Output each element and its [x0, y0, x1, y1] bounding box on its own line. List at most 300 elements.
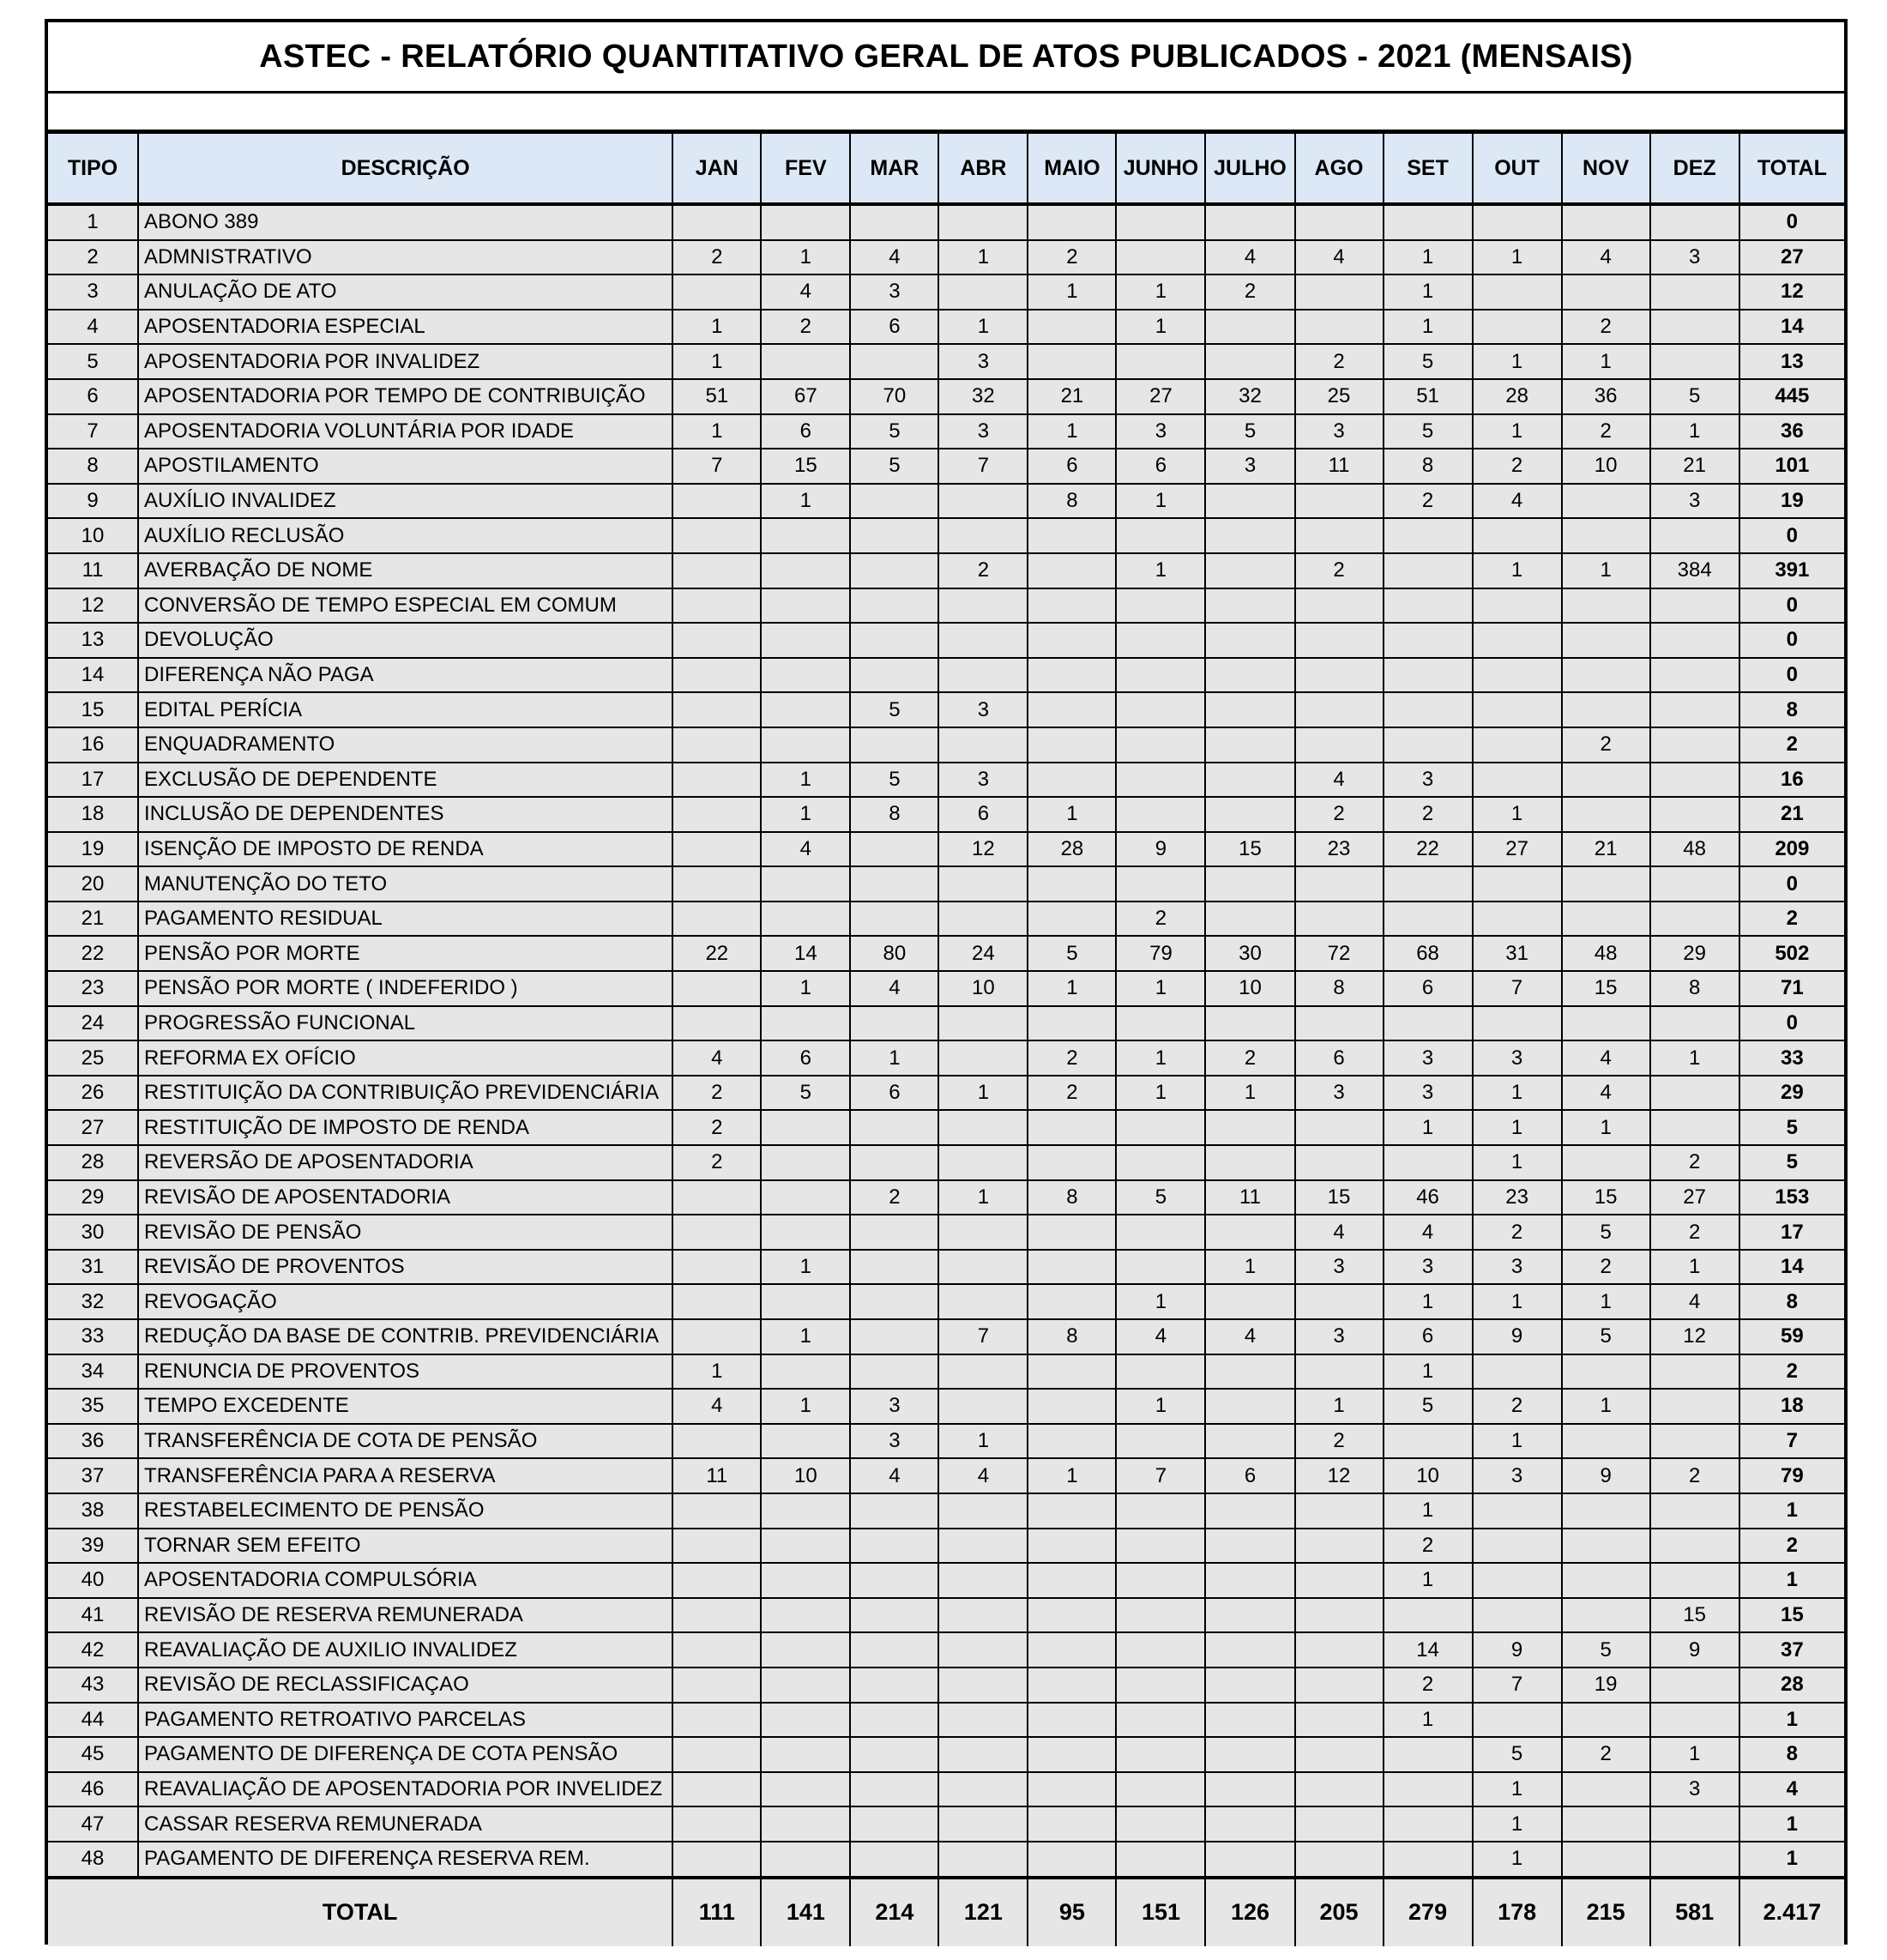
month-value-cell: [850, 902, 938, 937]
month-value-cell: 27: [1473, 832, 1562, 867]
month-value-cell: [1473, 310, 1562, 345]
row-total-cell: 1: [1739, 1806, 1844, 1842]
table-row: [48, 1076, 1844, 1111]
month-value-cell: [1116, 1772, 1205, 1807]
month-value-cell: [761, 1145, 850, 1180]
month-value-cell: [1116, 727, 1205, 763]
table-row: [48, 310, 1844, 345]
month-value-cell: [1473, 1354, 1562, 1390]
month-value-cell: 32: [938, 379, 1028, 414]
month-value-cell: [1295, 1668, 1384, 1703]
tipo-cell: 17: [48, 763, 138, 798]
month-value-cell: [938, 1563, 1028, 1598]
month-value-cell: 1: [1028, 274, 1116, 310]
tipo-cell: 3: [48, 274, 138, 310]
month-value-cell: [1205, 1737, 1294, 1772]
table-row: [48, 1424, 1844, 1459]
month-value-cell: [850, 1319, 938, 1354]
month-value-cell: [1650, 1842, 1739, 1878]
description-cell: PAGAMENTO DE DIFERENÇA DE COTA PENSÃO: [138, 1737, 672, 1772]
table-row: [48, 344, 1844, 379]
month-value-cell: [1028, 1668, 1116, 1703]
tipo-cell: 29: [48, 1180, 138, 1215]
month-value-cell: 4: [850, 1458, 938, 1493]
month-value-cell: [1116, 1215, 1205, 1250]
month-total-cell: 581: [1650, 1878, 1739, 1946]
month-value-cell: 3: [1650, 1772, 1739, 1807]
month-value-cell: [1295, 1772, 1384, 1807]
month-value-cell: 2: [1650, 1215, 1739, 1250]
month-value-cell: 1: [1384, 240, 1473, 275]
month-value-cell: [1116, 1110, 1205, 1145]
month-value-cell: [1028, 1110, 1116, 1145]
table-row: [48, 1145, 1844, 1180]
description-cell: AUXÍLIO INVALIDEZ: [138, 484, 672, 519]
table-row: [48, 1319, 1844, 1354]
month-value-cell: [850, 1703, 938, 1738]
month-value-cell: 4: [1205, 240, 1294, 275]
month-value-cell: 32: [1205, 379, 1294, 414]
month-value-cell: 4: [1295, 763, 1384, 798]
tipo-cell: 14: [48, 658, 138, 693]
tipo-cell: 26: [48, 1076, 138, 1111]
month-total-cell: 141: [761, 1878, 850, 1946]
month-value-cell: [1650, 727, 1739, 763]
month-value-cell: 15: [1295, 1180, 1384, 1215]
month-value-cell: [1205, 1145, 1294, 1180]
month-value-cell: [1116, 797, 1205, 832]
month-value-cell: [1384, 1145, 1473, 1180]
month-value-cell: 3: [1295, 1250, 1384, 1285]
month-value-cell: 36: [1562, 379, 1650, 414]
table-row: [48, 1529, 1844, 1564]
month-value-cell: [1295, 658, 1384, 693]
table-row: [48, 414, 1844, 449]
month-value-cell: [850, 1354, 938, 1390]
month-value-cell: 7: [1473, 971, 1562, 1006]
month-value-cell: [761, 1632, 850, 1668]
month-value-cell: [1562, 204, 1650, 240]
month-value-cell: 1: [1473, 344, 1562, 379]
month-value-cell: [672, 1563, 761, 1598]
month-value-cell: [1028, 1563, 1116, 1598]
month-value-cell: [938, 1354, 1028, 1390]
description-cell: REVISÃO DE RESERVA REMUNERADA: [138, 1598, 672, 1633]
month-value-cell: 2: [1205, 1040, 1294, 1076]
month-value-cell: 1: [938, 1180, 1028, 1215]
month-value-cell: [1205, 1215, 1294, 1250]
month-value-cell: [938, 1250, 1028, 1285]
month-value-cell: 10: [1562, 449, 1650, 484]
month-value-cell: [761, 902, 850, 937]
month-value-cell: [761, 1354, 850, 1390]
table-row: [48, 797, 1844, 832]
month-value-cell: [761, 553, 850, 588]
tipo-cell: 42: [48, 1632, 138, 1668]
month-value-cell: [672, 832, 761, 867]
month-value-cell: [1205, 310, 1294, 345]
month-value-cell: 5: [1028, 936, 1116, 971]
month-value-cell: [1650, 658, 1739, 693]
month-value-cell: [850, 1250, 938, 1285]
table-row: [48, 204, 1844, 240]
month-value-cell: 1: [1650, 1040, 1739, 1076]
row-total-cell: 8: [1739, 692, 1844, 727]
month-value-cell: [1116, 1703, 1205, 1738]
month-value-cell: [850, 1842, 938, 1878]
month-value-cell: 1: [1028, 971, 1116, 1006]
month-value-cell: 21: [1028, 379, 1116, 414]
month-value-cell: [1384, 518, 1473, 553]
description-cell: EXCLUSÃO DE DEPENDENTE: [138, 763, 672, 798]
month-value-cell: 70: [850, 379, 938, 414]
month-value-cell: [1028, 1598, 1116, 1633]
description-cell: REFORMA EX OFÍCIO: [138, 1040, 672, 1076]
month-value-cell: [1205, 1563, 1294, 1598]
report-sheet: [45, 19, 1848, 1945]
month-value-cell: 1: [1116, 553, 1205, 588]
column-header: JULHO: [1205, 133, 1294, 204]
month-value-cell: [1562, 518, 1650, 553]
month-value-cell: 3: [1384, 1076, 1473, 1111]
month-value-cell: [672, 1215, 761, 1250]
row-total-cell: 0: [1739, 623, 1844, 658]
month-value-cell: 1: [938, 1424, 1028, 1459]
month-value-cell: 1: [672, 310, 761, 345]
tipo-cell: 46: [48, 1772, 138, 1807]
description-cell: PAGAMENTO RETROATIVO PARCELAS: [138, 1703, 672, 1738]
month-value-cell: [761, 1424, 850, 1459]
month-value-cell: [938, 1737, 1028, 1772]
month-value-cell: 79: [1116, 936, 1205, 971]
column-header: DEZ: [1650, 133, 1739, 204]
month-value-cell: [1650, 866, 1739, 902]
row-total-cell: 71: [1739, 971, 1844, 1006]
month-value-cell: 2: [1650, 1458, 1739, 1493]
month-value-cell: [1384, 623, 1473, 658]
month-value-cell: [1116, 1842, 1205, 1878]
month-value-cell: [1295, 1006, 1384, 1041]
month-value-cell: [1562, 1806, 1650, 1842]
table-row: [48, 240, 1844, 275]
month-value-cell: 1: [1650, 414, 1739, 449]
month-value-cell: 1: [761, 797, 850, 832]
month-value-cell: [1473, 1703, 1562, 1738]
tipo-cell: 11: [48, 553, 138, 588]
month-value-cell: [938, 1703, 1028, 1738]
month-value-cell: [1650, 1703, 1739, 1738]
month-value-cell: [1384, 553, 1473, 588]
description-cell: APOSENTADORIA ESPECIAL: [138, 310, 672, 345]
table-row: [48, 832, 1844, 867]
month-value-cell: 2: [1562, 414, 1650, 449]
month-value-cell: 5: [1562, 1215, 1650, 1250]
month-value-cell: 10: [1205, 971, 1294, 1006]
month-value-cell: 1: [761, 763, 850, 798]
month-value-cell: [1473, 588, 1562, 624]
month-value-cell: 15: [1650, 1598, 1739, 1633]
month-value-cell: [1028, 1354, 1116, 1390]
tipo-cell: 2: [48, 240, 138, 275]
tipo-cell: 37: [48, 1458, 138, 1493]
month-value-cell: [1116, 763, 1205, 798]
description-cell: TEMPO EXCEDENTE: [138, 1389, 672, 1424]
row-total-cell: 5: [1739, 1110, 1844, 1145]
table-row: [48, 1250, 1844, 1285]
report-table: [48, 132, 1844, 1946]
month-value-cell: 5: [1473, 1737, 1562, 1772]
month-value-cell: 2: [1116, 902, 1205, 937]
month-value-cell: [761, 692, 850, 727]
table-row: [48, 1110, 1844, 1145]
month-value-cell: 2: [672, 240, 761, 275]
month-value-cell: [1473, 623, 1562, 658]
month-value-cell: 3: [1116, 414, 1205, 449]
tipo-cell: 23: [48, 971, 138, 1006]
month-value-cell: 21: [1650, 449, 1739, 484]
month-value-cell: 5: [1205, 414, 1294, 449]
month-value-cell: [1205, 727, 1294, 763]
month-value-cell: 1: [1473, 414, 1562, 449]
row-total-cell: 1: [1739, 1563, 1844, 1598]
month-value-cell: [761, 1529, 850, 1564]
month-value-cell: [761, 1284, 850, 1319]
month-value-cell: 1: [1205, 1250, 1294, 1285]
column-header: DESCRIÇÃO: [138, 133, 672, 204]
month-value-cell: 384: [1650, 553, 1739, 588]
month-value-cell: [1205, 1354, 1294, 1390]
month-value-cell: [1205, 902, 1294, 937]
month-value-cell: [1028, 1284, 1116, 1319]
month-value-cell: 1: [1384, 1563, 1473, 1598]
month-value-cell: 1: [761, 1389, 850, 1424]
month-value-cell: [672, 553, 761, 588]
month-value-cell: [1116, 623, 1205, 658]
description-cell: APOSENTADORIA COMPULSÓRIA: [138, 1563, 672, 1598]
month-value-cell: [1028, 1215, 1116, 1250]
description-cell: APOSENTADORIA POR TEMPO DE CONTRIBUIÇÃO: [138, 379, 672, 414]
month-value-cell: 1: [1562, 553, 1650, 588]
month-value-cell: [850, 1006, 938, 1041]
month-value-cell: [1116, 1354, 1205, 1390]
month-value-cell: 5: [1562, 1319, 1650, 1354]
tipo-cell: 27: [48, 1110, 138, 1145]
month-value-cell: 1: [672, 414, 761, 449]
description-cell: TORNAR SEM EFEITO: [138, 1529, 672, 1564]
month-value-cell: 1: [1384, 1284, 1473, 1319]
month-value-cell: 3: [938, 763, 1028, 798]
month-value-cell: [1650, 763, 1739, 798]
table-row: [48, 1458, 1844, 1493]
month-value-cell: 11: [672, 1458, 761, 1493]
month-value-cell: [1205, 553, 1294, 588]
month-value-cell: 6: [1205, 1458, 1294, 1493]
month-value-cell: [1473, 1006, 1562, 1041]
month-value-cell: 1: [1473, 1284, 1562, 1319]
table-row: [48, 1806, 1844, 1842]
tipo-cell: 16: [48, 727, 138, 763]
month-value-cell: [1562, 658, 1650, 693]
month-value-cell: 68: [1384, 936, 1473, 971]
month-value-cell: [1473, 727, 1562, 763]
month-value-cell: 2: [1650, 1145, 1739, 1180]
month-value-cell: 6: [850, 310, 938, 345]
tipo-cell: 47: [48, 1806, 138, 1842]
month-value-cell: 72: [1295, 936, 1384, 971]
month-value-cell: [1384, 1737, 1473, 1772]
month-value-cell: [672, 902, 761, 937]
month-value-cell: 25: [1295, 379, 1384, 414]
month-value-cell: [761, 1110, 850, 1145]
month-value-cell: [1295, 866, 1384, 902]
month-value-cell: 1: [1384, 274, 1473, 310]
month-value-cell: 51: [1384, 379, 1473, 414]
month-value-cell: 7: [938, 1319, 1028, 1354]
description-cell: ABONO 389: [138, 204, 672, 240]
month-value-cell: 48: [1562, 936, 1650, 971]
month-value-cell: 24: [938, 936, 1028, 971]
month-value-cell: [1650, 1668, 1739, 1703]
month-value-cell: [1116, 204, 1205, 240]
table-row: [48, 1493, 1844, 1529]
month-value-cell: [1205, 1806, 1294, 1842]
month-value-cell: [850, 1284, 938, 1319]
month-value-cell: 2: [1384, 1668, 1473, 1703]
month-value-cell: [938, 588, 1028, 624]
month-value-cell: [1650, 1006, 1739, 1041]
month-value-cell: 2: [1384, 484, 1473, 519]
month-value-cell: 6: [1116, 449, 1205, 484]
description-cell: REVERSÃO DE APOSENTADORIA: [138, 1145, 672, 1180]
month-value-cell: [1028, 344, 1116, 379]
description-cell: CASSAR RESERVA REMUNERADA: [138, 1806, 672, 1842]
month-value-cell: [850, 1215, 938, 1250]
month-value-cell: [1295, 204, 1384, 240]
month-value-cell: 21: [1562, 832, 1650, 867]
column-header: ABR: [938, 133, 1028, 204]
month-value-cell: 12: [938, 832, 1028, 867]
tipo-cell: 21: [48, 902, 138, 937]
month-value-cell: [850, 344, 938, 379]
month-value-cell: [938, 484, 1028, 519]
table-row: [48, 484, 1844, 519]
month-value-cell: [1028, 866, 1116, 902]
month-value-cell: [1384, 1842, 1473, 1878]
row-total-cell: 14: [1739, 1250, 1844, 1285]
month-value-cell: [850, 866, 938, 902]
month-value-cell: 1: [761, 240, 850, 275]
month-value-cell: [672, 1529, 761, 1564]
month-value-cell: [672, 1319, 761, 1354]
month-value-cell: [1650, 344, 1739, 379]
row-total-cell: 59: [1739, 1319, 1844, 1354]
tipo-cell: 43: [48, 1668, 138, 1703]
month-value-cell: [1205, 1529, 1294, 1564]
month-value-cell: [1295, 692, 1384, 727]
month-value-cell: [1473, 902, 1562, 937]
month-value-cell: 3: [938, 414, 1028, 449]
month-value-cell: [1116, 658, 1205, 693]
month-value-cell: 9: [1473, 1632, 1562, 1668]
month-value-cell: [1650, 1076, 1739, 1111]
month-value-cell: [1562, 1493, 1650, 1529]
month-value-cell: [938, 518, 1028, 553]
month-value-cell: 5: [1562, 1632, 1650, 1668]
description-cell: AVERBAÇÃO DE NOME: [138, 553, 672, 588]
tipo-cell: 32: [48, 1284, 138, 1319]
month-value-cell: [1116, 1668, 1205, 1703]
month-value-cell: [938, 1806, 1028, 1842]
tipo-cell: 19: [48, 832, 138, 867]
month-value-cell: 2: [1473, 449, 1562, 484]
month-value-cell: [1562, 902, 1650, 937]
month-value-cell: [1116, 1493, 1205, 1529]
month-value-cell: 46: [1384, 1180, 1473, 1215]
total-label: TOTAL: [48, 1878, 672, 1946]
table-body: [48, 204, 1844, 1878]
month-value-cell: [1473, 1598, 1562, 1633]
month-value-cell: 3: [1295, 414, 1384, 449]
row-total-cell: 1: [1739, 1493, 1844, 1529]
row-total-cell: 4: [1739, 1772, 1844, 1807]
description-cell: ENQUADRAMENTO: [138, 727, 672, 763]
month-value-cell: [1028, 1842, 1116, 1878]
month-value-cell: [850, 623, 938, 658]
column-header: JAN: [672, 133, 761, 204]
month-value-cell: [1116, 344, 1205, 379]
month-value-cell: [938, 866, 1028, 902]
month-value-cell: [1562, 797, 1650, 832]
tipo-cell: 36: [48, 1424, 138, 1459]
month-value-cell: 4: [850, 240, 938, 275]
month-value-cell: [761, 866, 850, 902]
month-value-cell: 31: [1473, 936, 1562, 971]
month-value-cell: 4: [1562, 240, 1650, 275]
row-total-cell: 18: [1739, 1389, 1844, 1424]
month-value-cell: 4: [1650, 1284, 1739, 1319]
month-value-cell: 5: [850, 763, 938, 798]
tipo-cell: 1: [48, 204, 138, 240]
month-value-cell: [761, 727, 850, 763]
month-value-cell: [1116, 1563, 1205, 1598]
month-value-cell: [1473, 1529, 1562, 1564]
month-value-cell: [1295, 1110, 1384, 1145]
table-row: [48, 553, 1844, 588]
month-value-cell: 3: [850, 274, 938, 310]
month-value-cell: 1: [1473, 1842, 1562, 1878]
month-value-cell: [672, 797, 761, 832]
description-cell: AUXÍLIO RECLUSÃO: [138, 518, 672, 553]
month-value-cell: [761, 518, 850, 553]
month-value-cell: [938, 1110, 1028, 1145]
month-value-cell: 15: [1562, 971, 1650, 1006]
month-value-cell: 1: [761, 1250, 850, 1285]
month-value-cell: [1205, 344, 1294, 379]
month-value-cell: [1473, 658, 1562, 693]
month-value-cell: 5: [850, 414, 938, 449]
month-value-cell: 7: [672, 449, 761, 484]
month-value-cell: [1562, 763, 1650, 798]
month-value-cell: 3: [850, 1424, 938, 1459]
month-value-cell: [1205, 518, 1294, 553]
month-value-cell: 1: [1473, 553, 1562, 588]
month-value-cell: [938, 1145, 1028, 1180]
column-header: MAR: [850, 133, 938, 204]
month-value-cell: [1205, 1598, 1294, 1633]
table-row: [48, 1737, 1844, 1772]
month-value-cell: 3: [1295, 1076, 1384, 1111]
month-value-cell: 1: [1473, 240, 1562, 275]
